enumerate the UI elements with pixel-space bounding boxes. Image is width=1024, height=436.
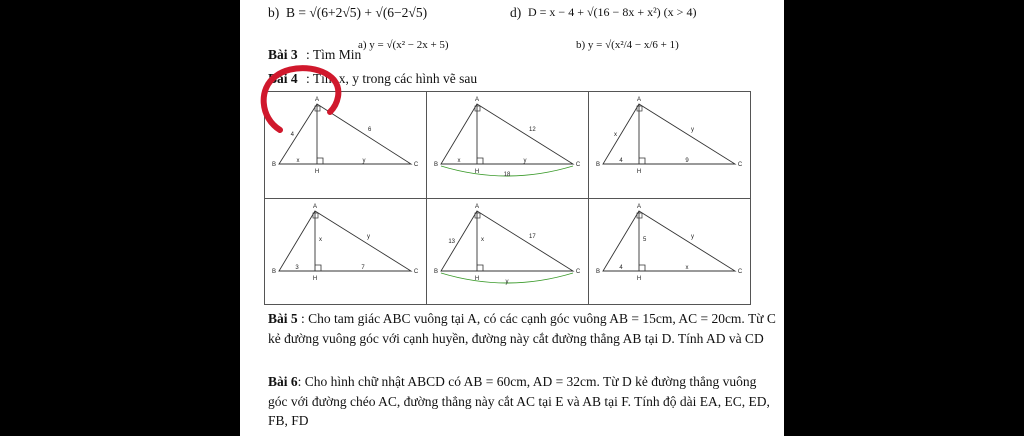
altitude-ah-label: x (319, 236, 322, 243)
side-ab-label: 13 (448, 238, 455, 245)
vertex-c-label: C (737, 162, 743, 168)
exercise-d-label: d) (510, 5, 522, 20)
vertex-a-label: A (312, 203, 318, 210)
vertex-h-label: H (636, 275, 642, 282)
vertex-c-label: C (575, 162, 581, 168)
vertex-h-label: H (474, 169, 480, 175)
vertex-c-label: C (737, 268, 743, 275)
segment-bh-label: 4 (619, 158, 623, 164)
worksheet-page (240, 0, 784, 436)
exercise-b-label: b) (268, 5, 280, 20)
vertex-b-label: B (433, 268, 439, 275)
bai3-title: Bài 3 (268, 47, 298, 62)
vertex-b-label: B (271, 268, 277, 275)
bai3-text: : Tìm Min (306, 47, 362, 62)
exercise-b-expression: B = √(6+2√5) + √(6−2√5) (286, 5, 428, 20)
side-ab-label: x (614, 132, 617, 138)
annotation-stroke (264, 68, 339, 130)
side-ac-label: y (367, 233, 370, 240)
bai6-text: : Cho hình chữ nhật ABCD có AB = 60cm, AD = 32cm. Từ D kẻ đường thẳng vuông góc với đường chéo AC, đường thẳng này cắt AC tại E và AB tại F. Tính độ dài EA, EC, ED, FB, FD (268, 374, 770, 428)
side-ac-label: 17 (529, 233, 536, 240)
vertex-b-label: B (433, 162, 439, 168)
vertex-h-label: H (312, 275, 318, 282)
vertex-c-label: C (413, 162, 419, 168)
side-ac-label: 12 (529, 127, 536, 133)
red-circle-annotation (240, 0, 784, 436)
vertex-b-label: B (595, 268, 601, 275)
vertex-c-label: C (575, 268, 581, 275)
vertex-b-label: B (271, 162, 277, 168)
segment-hc-label: x (685, 264, 689, 271)
exercise-d-expression: D = x − 4 + √(16 − 8x + x²) (x > 4) (528, 5, 697, 19)
bai5-title: Bài 5 (268, 311, 298, 326)
vertex-b-label: B (595, 162, 601, 168)
segment-hc-label: 9 (685, 158, 689, 164)
hypotenuse-bc-label: y (505, 278, 509, 285)
bai6-title: Bài 6 (268, 374, 298, 389)
side-ac-label: y (691, 233, 694, 240)
vertex-a-label: A (474, 97, 480, 103)
vertex-a-label: A (314, 97, 320, 103)
bai3-b-expression: b) y = √(x²/4 − x/6 + 1) (576, 39, 679, 51)
hypotenuse-bc-label: 18 (503, 172, 511, 178)
altitude-ah-label: x (481, 236, 484, 243)
bai5-text: : Cho tam giác ABC vuông tại A, có các cạnh góc vuông AB = 15cm, AC = 20cm. Từ C kẻ đường vuông góc với cạnh huyền, đường này cắt đường thẳng AB tại D. Tính AD và CD (268, 311, 776, 346)
altitude-ah-label: 5 (643, 236, 647, 243)
side-ac-label: y (691, 127, 694, 133)
segment-hc-label: 7 (361, 264, 365, 271)
vertex-a-label: A (474, 203, 480, 210)
vertex-h-label: H (474, 275, 480, 282)
segment-bh-label: 3 (295, 264, 299, 271)
vertex-c-label: C (413, 268, 419, 275)
vertex-h-label: H (636, 169, 642, 175)
segment-hc-label: y (362, 158, 366, 164)
segment-bh-label: 4 (619, 264, 623, 271)
side-ab-label: 4 (290, 132, 294, 138)
segment-bh-label: x (296, 158, 300, 164)
side-ac-label: 6 (368, 127, 372, 133)
vertex-a-label: A (636, 203, 642, 210)
bai4-text: : Tìm x, y trong các hình vẽ sau (306, 71, 478, 86)
bai3-a-expression: a) y = √(x² − 2x + 5) (358, 39, 449, 51)
segment-hc-label: y (523, 158, 527, 164)
bai4-title: Bài 4 (268, 71, 298, 86)
vertex-a-label: A (636, 97, 642, 103)
segment-bh-label: x (457, 158, 461, 164)
vertex-h-label: H (314, 169, 320, 175)
